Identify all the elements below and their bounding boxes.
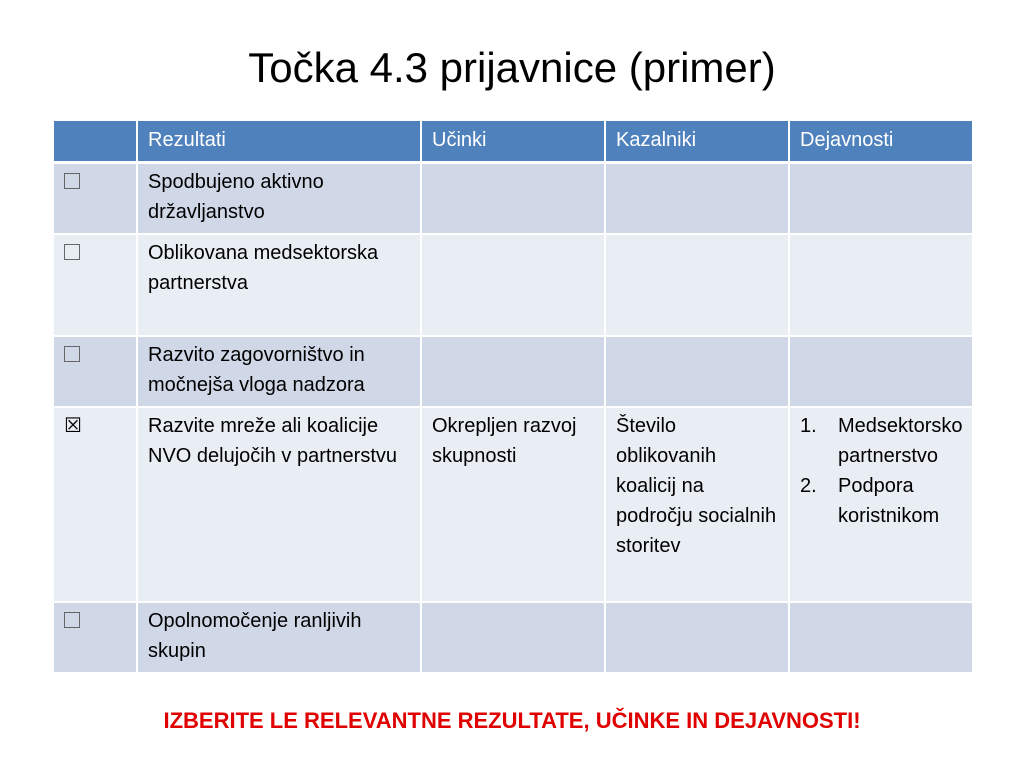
- row-checkbox[interactable]: [53, 163, 137, 234]
- row-checkbox[interactable]: [53, 602, 137, 673]
- results-table: [52, 119, 974, 674]
- header-rezultati: Rezultati: [137, 120, 421, 163]
- cell-rezultati: Oblikovana medsektorska partnerstva: [137, 234, 421, 336]
- cell-ucinki: [421, 234, 605, 336]
- cell-dejavnosti: [789, 407, 973, 602]
- table-row: [53, 407, 973, 602]
- cell-dejavnosti: [789, 602, 973, 673]
- table-row: [53, 234, 973, 336]
- row-checkbox[interactable]: [53, 336, 137, 407]
- checkbox-empty-icon: [64, 173, 80, 189]
- activities-list: [800, 411, 962, 531]
- list-text: Podpora koristnikom: [838, 474, 940, 527]
- list-number: 2.: [800, 474, 817, 497]
- cell-kazalniki: Število oblikovanih koalicij na področju socialnih storitev: [605, 407, 789, 602]
- slide-title: Točka 4.3 prijavnice (primer): [248, 44, 776, 91]
- list-number: 1.: [800, 414, 817, 437]
- cell-kazalniki: [605, 336, 789, 407]
- cell-ucinki: [421, 336, 605, 407]
- cell-kazalniki: [605, 163, 789, 234]
- table-row: [53, 602, 973, 673]
- cell-dejavnosti: [789, 336, 973, 407]
- table-row: [53, 163, 973, 234]
- list-text: Medsektorsko partnerstvo: [838, 414, 963, 467]
- table-header-row: [53, 120, 973, 163]
- cell-ucinki: Okrepljen razvoj skupnosti: [421, 407, 605, 602]
- list-item: [800, 411, 962, 471]
- checkbox-x-icon: ☒: [64, 412, 82, 437]
- cell-ucinki: [421, 602, 605, 673]
- checkbox-empty-icon: [64, 612, 80, 628]
- cell-rezultati: Opolnomočenje ranljivih skupin: [137, 602, 421, 673]
- list-item: [800, 471, 962, 531]
- header-kazalniki: Kazalniki: [605, 120, 789, 163]
- header-mark: [53, 120, 137, 163]
- cell-rezultati: Razvito zagovorništvo in močnejša vloga nadzora: [137, 336, 421, 407]
- cell-kazalniki: [605, 602, 789, 673]
- checkbox-empty-icon: [64, 244, 80, 260]
- cell-dejavnosti: [789, 234, 973, 336]
- row-checkbox[interactable]: [53, 234, 137, 336]
- header-ucinki: Učinki: [421, 120, 605, 163]
- cell-rezultati: Razvite mreže ali koalicije NVO delujočih v partnerstvu: [137, 407, 421, 602]
- header-dejavnosti: Dejavnosti: [789, 120, 973, 163]
- table-row: [53, 336, 973, 407]
- cell-dejavnosti: [789, 163, 973, 234]
- cell-rezultati: Spodbujeno aktivno državljanstvo: [137, 163, 421, 234]
- cell-ucinki: [421, 163, 605, 234]
- footer-instruction: IZBERITE LE RELEVANTNE REZULTATE, UČINKE IN DEJAVNOSTI!: [163, 708, 861, 733]
- checkbox-empty-icon: [64, 346, 80, 362]
- row-checkbox[interactable]: [53, 407, 137, 602]
- cell-kazalniki: [605, 234, 789, 336]
